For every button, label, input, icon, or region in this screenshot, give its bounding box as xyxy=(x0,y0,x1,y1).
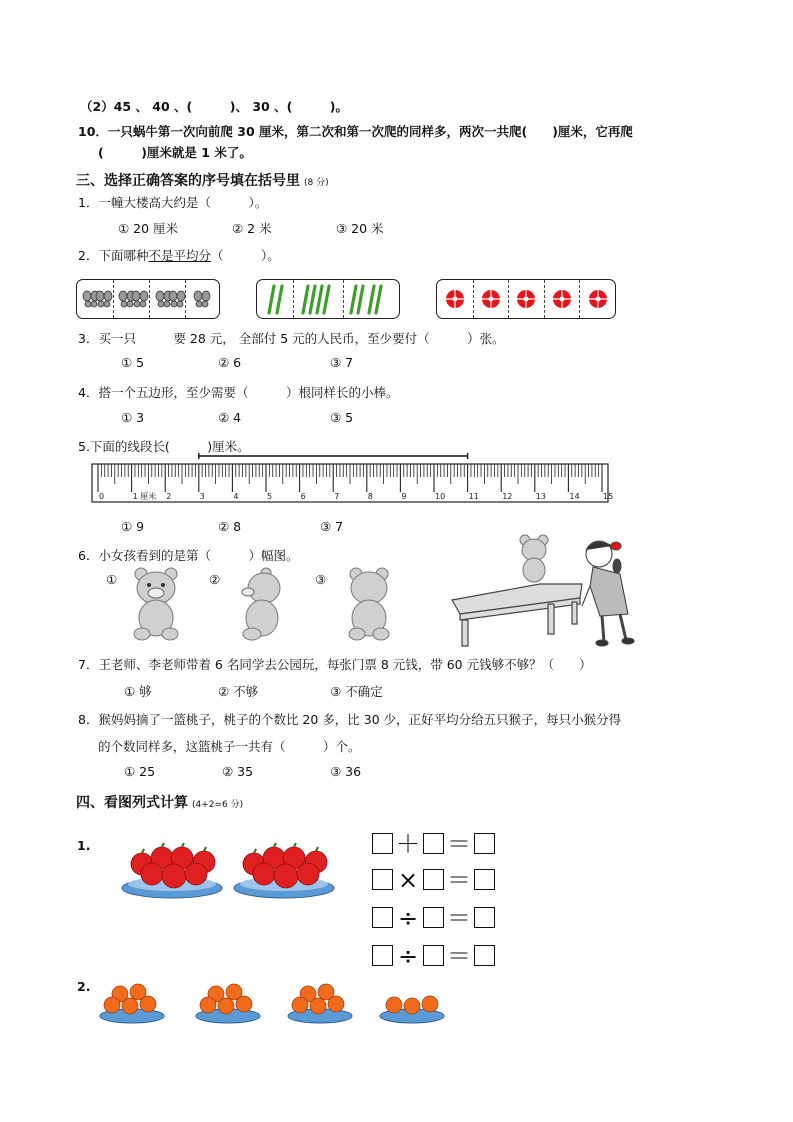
ruler xyxy=(92,456,612,504)
option-box-flowers xyxy=(436,279,616,319)
ruler-label: 11 xyxy=(468,492,479,501)
equation-row-3 xyxy=(372,904,495,931)
grass-icons xyxy=(257,280,399,318)
s3-q6-opt3: ③ xyxy=(315,572,327,587)
flower-icons xyxy=(437,280,615,318)
s3-q4-opt3: ③ 5 xyxy=(330,410,354,425)
s3-q1-opt3: ③ 20 米 xyxy=(336,221,384,236)
answer-box[interactable] xyxy=(423,945,444,966)
answer-box[interactable] xyxy=(372,869,393,890)
ruler-label: 7 xyxy=(334,492,340,501)
s3-q1-opt2: ② 2 米 xyxy=(232,221,272,236)
equation-row-2 xyxy=(372,866,495,893)
answer-box[interactable] xyxy=(474,907,495,928)
s3-q2-underlined: 不是平均分 xyxy=(148,248,211,263)
plus-operator: ＋ xyxy=(396,829,420,858)
s3-q3-opt3: ③ 7 xyxy=(330,355,354,370)
s3-q5: 5.下面的线段长( )厘米。 xyxy=(78,439,250,454)
s3-q6: 6．小女孩看到的是第（ ）幅图。 xyxy=(78,548,299,563)
answer-box[interactable] xyxy=(423,869,444,890)
section3-title: 三、选择正确答案的序号填在括号里 xyxy=(76,173,300,189)
equals-operator: ＝ xyxy=(447,941,471,970)
s3-q2 xyxy=(78,246,280,264)
section3-heading xyxy=(76,170,329,190)
equation-row-1 xyxy=(372,830,495,857)
s3-q8-opt1: ① 25 xyxy=(124,764,156,779)
equals-operator: ＝ xyxy=(447,865,471,894)
s3-q4-opt2: ② 4 xyxy=(218,410,242,425)
ruler-label: 3 xyxy=(199,492,205,501)
divide-operator: ÷ xyxy=(397,903,419,932)
s3-q8-opt3: ③ 36 xyxy=(330,764,362,779)
bear-back-view xyxy=(345,566,395,642)
bear-side-view xyxy=(238,566,288,642)
s3-q1-opt1: ① 20 厘米 xyxy=(118,221,179,236)
girl-table-scene xyxy=(450,532,640,650)
s3-q3: 3．买一只 要 28 元， 全部付 5 元的人民币，至少要付（ ）张。 xyxy=(78,331,505,346)
s3-q5-opt2: ② 8 xyxy=(218,519,242,534)
answer-box[interactable] xyxy=(423,907,444,928)
answer-box[interactable] xyxy=(372,833,393,854)
s3-q8-line1: 8．猴妈妈摘了一篮桃子，桃子的个数比 20 多，比 30 少，正好平均分给五只猴子，每只小猴分得 xyxy=(78,712,622,727)
s3-q8-opt2: ② 35 xyxy=(222,764,254,779)
s3-q7-opt2: ② 不够 xyxy=(218,684,259,699)
s3-q5-opt3: ③ 7 xyxy=(320,519,344,534)
ruler-label: 1 厘米 xyxy=(132,492,157,501)
ruler-label: 4 xyxy=(233,492,239,501)
s3-q3-opt1: ① 5 xyxy=(121,355,145,370)
s3-q6-opt2: ② xyxy=(209,572,221,587)
s3-q3-opt2: ② 6 xyxy=(218,355,242,370)
section4-score: (4+2=6 分) xyxy=(191,800,244,810)
s3-q7: 7．王老师、李老师带着 6 名同学去公园玩，每张门票 8 元钱，带 60 元钱够不够？（ ） xyxy=(78,657,592,672)
q10-line1: 10．一只蜗牛第一次向前爬 30 厘米，第二次和第一次爬的同样多，两次一共爬( )厘米，它再爬 xyxy=(78,124,633,139)
section3-score: (8 分) xyxy=(303,178,329,188)
ruler-label: 12 xyxy=(502,492,513,501)
times-operator: × xyxy=(397,865,419,894)
ruler-label: 2 xyxy=(166,492,172,501)
answer-box[interactable] xyxy=(372,907,393,928)
s3-q7-opt1: ① 够 xyxy=(124,684,152,699)
s3-q1: 1．一幢大楼高大约是（ ）。 xyxy=(78,195,268,210)
q10-line2: ( )厘米就是 1 米了。 xyxy=(98,145,252,160)
equation-row-4 xyxy=(372,942,495,969)
orange-plates xyxy=(100,978,450,1026)
section4-heading xyxy=(76,792,243,812)
s3-q5-opt1: ① 9 xyxy=(121,519,145,534)
s3-q2-prefix: 2．下面哪种 xyxy=(78,248,149,263)
divide-operator: ÷ xyxy=(397,941,419,970)
s3-q4-opt1: ① 3 xyxy=(121,410,145,425)
answer-box[interactable] xyxy=(474,869,495,890)
answer-box[interactable] xyxy=(423,833,444,854)
ruler-label: 15 xyxy=(603,492,614,501)
s3-q4: 4．搭一个五边形，至少需要（ ）根同样长的小棒。 xyxy=(78,385,399,400)
ruler-label: 6 xyxy=(300,492,306,501)
ruler-label: 14 xyxy=(569,492,580,501)
q9-line: （2）45 、 40 、( )、 30 、( )。 xyxy=(80,99,348,114)
ruler-label: 8 xyxy=(367,492,373,501)
ruler-label: 0 xyxy=(99,492,105,501)
option-box-grass xyxy=(256,279,400,319)
option-box-butterflies xyxy=(76,279,220,319)
ruler-label: 13 xyxy=(535,492,546,501)
s4-p1-label: 1. xyxy=(77,838,91,853)
s3-q7-opt3: ③ 不确定 xyxy=(330,684,383,699)
s3-q2-suffix: （ ）。 xyxy=(210,248,280,263)
s3-q6-opt1: ① xyxy=(106,572,118,587)
equals-operator: ＝ xyxy=(447,903,471,932)
apple-plates xyxy=(120,842,350,904)
ruler-label: 10 xyxy=(435,492,446,501)
equals-operator: ＝ xyxy=(447,829,471,858)
s3-q8-line2: 的个数同样多，这篮桃子一共有（ ）个。 xyxy=(98,739,361,754)
answer-box[interactable] xyxy=(372,945,393,966)
answer-box[interactable] xyxy=(474,833,495,854)
butterfly-icons xyxy=(77,280,219,318)
ruler-label: 9 xyxy=(401,492,407,501)
section4-title: 四、看图列式计算 xyxy=(76,795,188,811)
bear-front-view xyxy=(130,566,182,642)
answer-box[interactable] xyxy=(474,945,495,966)
s4-p2-label: 2. xyxy=(77,979,91,994)
ruler-label: 5 xyxy=(267,492,273,501)
